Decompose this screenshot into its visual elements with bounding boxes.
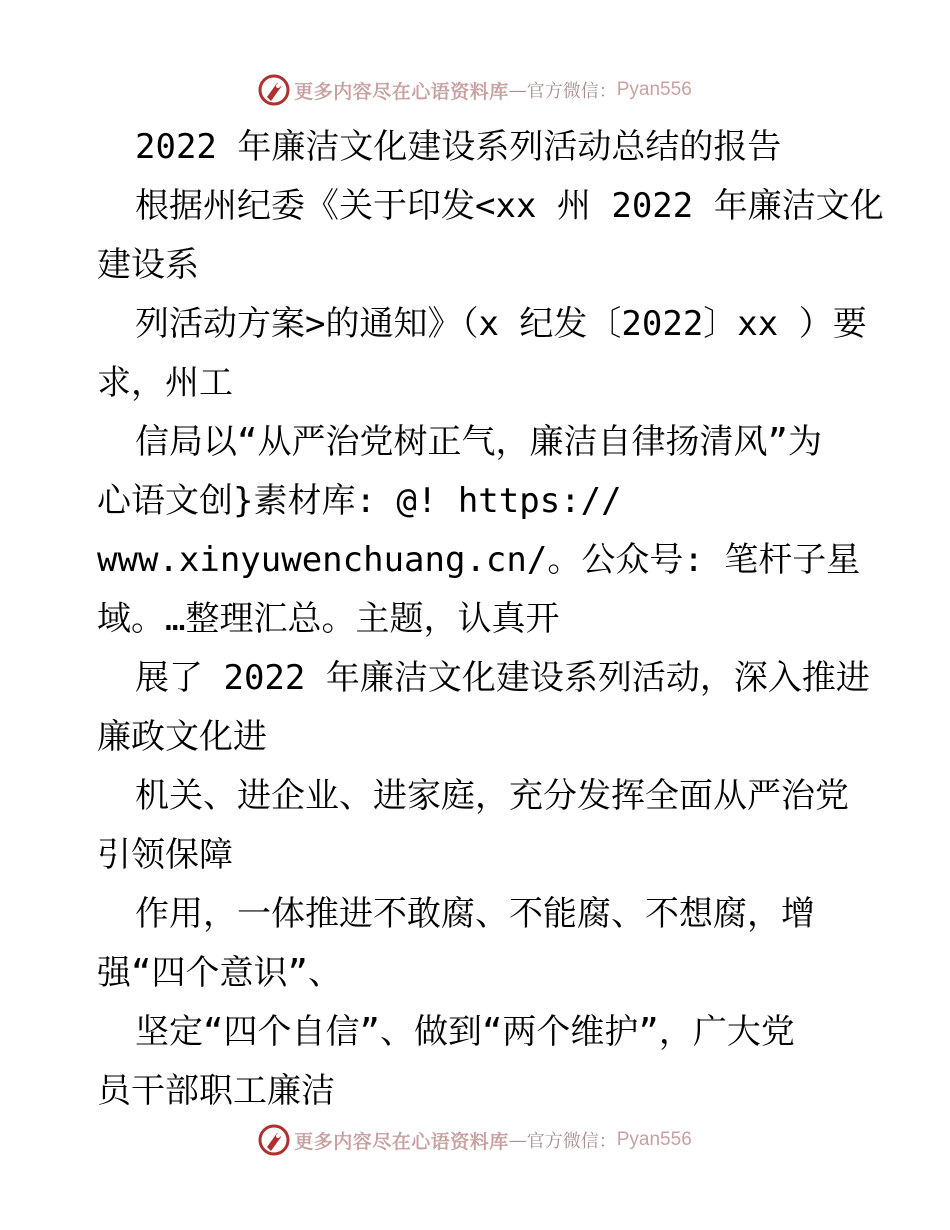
paragraph-line: 列活动方案>的通知》（x 纪发〔2022〕xx ）要 — [135, 304, 867, 344]
paragraph-line: 根据州纪委《关于印发<xx 州 2022 年廉洁文化 — [135, 186, 884, 226]
paragraph-line: 坚定“四个自信”、做到“两个维护”，广大党 — [135, 1012, 795, 1052]
pen-nib-logo-icon — [258, 74, 290, 106]
paragraph-line: 信局以“从严治党树正气，廉洁自律扬清风”为 — [135, 422, 822, 462]
document-title: 2022 年廉洁文化建设系列活动总结的报告 — [135, 127, 782, 167]
banner-separator: — — [508, 79, 527, 101]
paragraph-line: 域。…整理汇总。主题，认真开 — [97, 599, 560, 639]
pen-nib-logo-icon — [258, 1124, 290, 1156]
paragraph-line: 作用，一体推进不敢腐、不能腐、不想腐，增 — [135, 894, 815, 934]
banner-main-text: 更多内容尽在心语资料库 — [294, 1130, 509, 1153]
paragraph-line: 机关、进企业、进家庭，充分发挥全面从严治党 — [135, 776, 849, 816]
paragraph-line: 心语文创}素材库: @! https:// — [97, 481, 622, 521]
paragraph-line: 建设系 — [97, 245, 199, 285]
banner-wechat-account: Pyan556 — [616, 79, 692, 100]
banner-wechat-account: Pyan556 — [616, 1129, 692, 1150]
paragraph-line: 强“四个意识”、 — [97, 953, 342, 993]
footer-banner — [0, 1120, 950, 1160]
header-banner — [0, 70, 950, 110]
banner-wechat-label: 官方微信： — [526, 81, 617, 102]
paragraph-line: 求，州工 — [97, 363, 233, 403]
banner-wechat-label: 官方微信： — [526, 1131, 617, 1152]
paragraph-line: www.xinyuwenchuang.cn/。公众号: 笔杆子星 — [97, 540, 861, 580]
banner-main-text: 更多内容尽在心语资料库 — [294, 80, 509, 103]
banner-separator: — — [508, 1129, 527, 1151]
paragraph-line: 廉政文化进 — [97, 717, 267, 757]
paragraph-line: 展了 2022 年廉洁文化建设系列活动，深入推进 — [135, 658, 870, 698]
paragraph-line: 员干部职工廉洁 — [97, 1071, 335, 1111]
paragraph-line: 引领保障 — [97, 835, 233, 875]
